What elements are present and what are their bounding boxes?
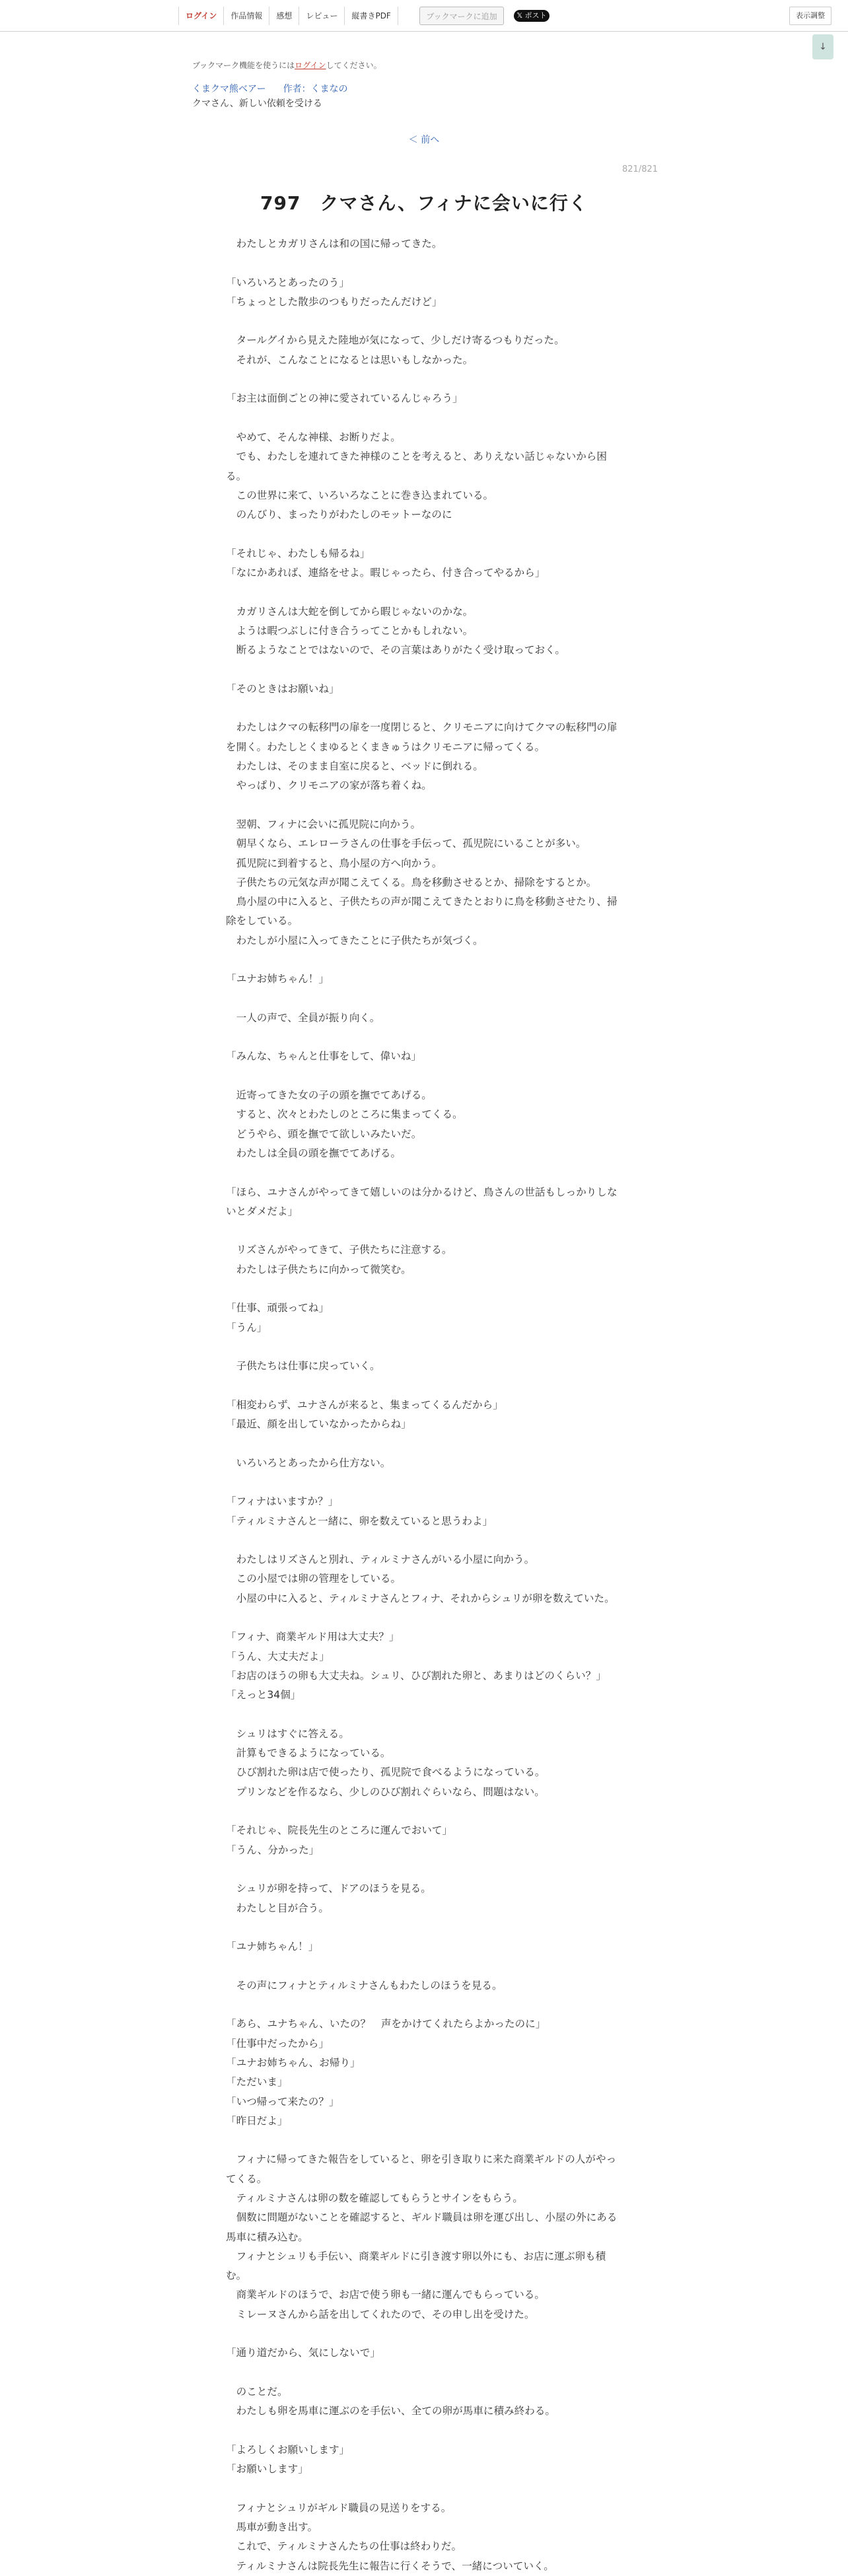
body-paragraph: わたしも卵を馬車に運ぶのを手伝い、全ての卵が馬車に積み終わる。	[226, 2405, 556, 2417]
body-paragraph: 「いろいろとあったのう」	[226, 276, 349, 289]
body-paragraph: わたしが小屋に入ってきたことに子供たちが気づく。	[226, 934, 483, 947]
body-paragraph	[226, 1995, 622, 2015]
vertical-pdf-link[interactable]: 縦書きPDF	[344, 7, 398, 25]
body-paragraph: 子供たちは仕事に戻っていく。	[226, 1360, 380, 1373]
body-paragraph	[226, 1860, 622, 1879]
body-paragraph	[226, 1028, 622, 1047]
body-paragraph	[226, 2479, 622, 2498]
body-paragraph: 「仕事中だったから」	[226, 2037, 329, 2050]
body-paragraph	[226, 2324, 622, 2343]
episode-title: 797 クマさん、フィナに会いに行く	[260, 192, 588, 214]
body-paragraph: 「なにかあれば、連絡をせよ。暇じゃったら、付き合ってやるから」	[226, 567, 546, 579]
body-paragraph	[226, 254, 622, 273]
header-nav	[178, 7, 398, 25]
body-paragraph: わたしは子供たちに向かって微笑む。	[226, 1263, 411, 1275]
body-paragraph: この世界に来て、いろいろなことに巻き込まれている。	[226, 489, 494, 501]
body-paragraph: 馬車が動き出す。	[226, 2521, 318, 2534]
body-paragraph	[226, 1434, 622, 1453]
body-paragraph: 「ただいま」	[226, 2076, 288, 2089]
body-paragraph: リズさんがやってきて、子供たちに注意する。	[226, 1244, 452, 1256]
body-paragraph: でも、わたしを連れてきた神様のことを考えると、ありえない話じゃないから困る。	[226, 450, 607, 482]
body-paragraph: すると、次々とわたしのところに集まってくる。	[226, 1108, 463, 1121]
body-paragraph: のんびり、まったりがわたしのモットーなのに	[226, 509, 452, 521]
body-paragraph: タールグイから見えた陸地が気になって、少しだけ寄るつもりだった。	[226, 334, 565, 347]
body-paragraph	[226, 312, 622, 331]
body-paragraph: 「それじゃ、わたしも帰るね」	[226, 547, 371, 559]
body-paragraph	[226, 796, 622, 815]
body-paragraph: 個数に問題がないことを確認すると、ギルド職員は卵を運び出し、小屋の外にある馬車に積み込む。	[226, 2211, 618, 2243]
body-paragraph: 朝早くなら、エレローラさんの仕事を手伝って、孤児院にいることが多い。	[226, 838, 586, 850]
body-paragraph	[226, 1802, 622, 1821]
body-paragraph	[226, 1705, 622, 1725]
body-paragraph: 一人の声で、全員が振り向く。	[226, 1011, 380, 1024]
bookmark-login-notice	[192, 59, 382, 71]
body-paragraph: 「お主は面倒ごとの神に愛されているんじゃろう」	[226, 392, 463, 405]
body-paragraph: 「相変わらず、ユナさんが来ると、集まってくるんだから」	[226, 1398, 503, 1411]
body-paragraph	[226, 1918, 622, 1937]
body-paragraph: 「うん」	[226, 1321, 267, 1334]
body-paragraph	[226, 1473, 622, 1492]
impressions-link[interactable]: 感想	[269, 7, 299, 25]
body-paragraph: ようは暇つぶしに付き合うってことかもしれない。	[226, 624, 474, 637]
body-paragraph: わたしとカガリさんは和の国に帰ってきた。	[226, 238, 442, 250]
body-paragraph: ティルミナさんは卵の数を確認してもらうとサインをもらう。	[226, 2192, 523, 2204]
body-paragraph: フィナに帰ってきた報告をしていると、卵を引き取りに来た商業ギルドの人がやってくる。	[226, 2153, 617, 2185]
previous-page-link[interactable]: ＜ 前へ	[408, 135, 440, 145]
display-settings-button[interactable]: 表示調整	[789, 7, 831, 25]
body-paragraph: 「通り道だから、気にしないで」	[226, 2347, 380, 2359]
body-paragraph: 子供たちの元気な声が聞こえてくる。鳥を移動させるとか、掃除をするとか。	[226, 876, 597, 888]
body-paragraph: 「それじゃ、院長先生のところに運んでおいて」	[226, 1824, 453, 1837]
body-paragraph: 断るようなことではないので、その言葉はありがたく受け取っておく。	[226, 644, 565, 657]
body-paragraph: 鳥小屋の中に入ると、子供たちの声が聞こえてきたとおりに鳥を移動させたり、掃除をしている。	[226, 896, 618, 927]
body-paragraph: わたしと目が合う。	[226, 1902, 329, 1914]
body-paragraph: わたしはクマの転移門の扉を一度閉じると、クリモニアに向けてクマの転移門の扉を開く。わたしとくまゆるとくまきゅうはクリモニアに帰ってくる。	[226, 721, 618, 753]
body-paragraph	[226, 1531, 622, 1550]
body-paragraph	[226, 1279, 622, 1299]
body-paragraph: 「あら、ユナちゃん、いたの？ 声をかけてくれたらよかったのに」	[226, 2018, 546, 2030]
body-paragraph: その声にフィナとティルミナさんもわたしのほうを見る。	[226, 1979, 503, 1991]
body-paragraph: どうやら、頭を撫でて欲しいみたいだ。	[226, 1127, 422, 1140]
notice-login-link[interactable]: ログイン	[295, 61, 326, 70]
body-paragraph: 孤児院に到着すると、鳥小屋の方へ向かう。	[226, 857, 442, 869]
chapter-title: クマさん、新しい依頼を受ける	[192, 98, 322, 109]
body-paragraph: 「フィナはいますか？」	[226, 1495, 339, 1508]
work-info-line	[192, 82, 348, 95]
body-paragraph: わたしは全員の頭を撫でてあげる。	[226, 1147, 402, 1159]
add-bookmark-button[interactable]: ブックマークに追加	[419, 7, 504, 25]
author-link[interactable]: くまなの	[310, 84, 348, 94]
body-paragraph: シュリはすぐに答える。	[226, 1727, 349, 1740]
body-paragraph: カガリさんは大蛇を倒してから暇じゃないのかな。	[226, 605, 474, 618]
body-paragraph: 「うん、分かった」	[226, 1843, 320, 1856]
body-paragraph: 「そのときはお願いね」	[226, 682, 339, 695]
body-paragraph	[226, 1377, 622, 1396]
body-paragraph: シュリが卵を持って、ドアのほうを見る。	[226, 1882, 431, 1895]
body-paragraph: フィナとシュリがギルド職員の見送りをする。	[226, 2501, 452, 2514]
body-paragraph	[226, 989, 622, 1009]
body-paragraph: 翌朝、フィナに会いに孤児院に向かう。	[226, 818, 421, 830]
body-paragraph: 「フィナ、商業ギルド用は大丈夫？」	[226, 1631, 400, 1643]
body-paragraph	[226, 661, 622, 680]
episode-body	[226, 234, 622, 2576]
body-paragraph	[226, 524, 622, 544]
arrow-down-icon: ↓	[819, 42, 827, 52]
body-paragraph: それが、こんなことになるとは思いもしなかった。	[226, 353, 474, 366]
body-paragraph: やめて、そんな神様、お断りだよ。	[226, 431, 401, 443]
body-paragraph: この小屋では卵の管理をしている。	[226, 1573, 402, 1585]
body-paragraph: 「お店のほうの卵も大丈夫ね。シュリ、ひび割れた卵と、あまりはどのくらい？」	[226, 1669, 606, 1682]
body-paragraph: 商業ギルドのほうで、お店で使う卵も一緒に運んでもらっている。	[226, 2289, 545, 2301]
body-paragraph	[226, 1163, 622, 1182]
body-paragraph: 「いつ帰って来たの？」	[226, 2095, 339, 2108]
body-paragraph	[226, 1221, 622, 1240]
body-paragraph	[226, 1338, 622, 1357]
body-paragraph: 「仕事、頑張ってね」	[226, 1302, 329, 1314]
notice-text-after: してください。	[326, 61, 382, 70]
body-paragraph: 「よろしくお願いします」	[226, 2443, 350, 2456]
body-paragraph	[226, 950, 622, 970]
body-paragraph	[226, 2363, 622, 2382]
body-paragraph: 「えっと34個」	[226, 1689, 301, 1701]
body-paragraph: 近寄ってきた女の子の頭を撫でてあげる。	[226, 1089, 432, 1102]
body-paragraph: 小屋の中に入ると、ティルミナさんとフィナ、それからシュリが卵を数えていた。	[226, 1592, 615, 1604]
body-paragraph: 計算もできるようになっている。	[226, 1747, 391, 1760]
body-paragraph: のことだ。	[226, 2385, 288, 2398]
body-paragraph	[226, 1956, 622, 1976]
body-paragraph: 「ほら、ユナさんがやってきて嬉しいのは分かるけど、鳥さんの世話もしっかりしないとダメだよ」	[226, 1186, 618, 1217]
body-paragraph: 「ユナお姉ちゃん、お帰り」	[226, 2056, 361, 2069]
body-paragraph: 「昨日だよ」	[226, 2114, 288, 2127]
author-label: 作者：	[283, 84, 311, 94]
login-link[interactable]: ログイン	[178, 7, 223, 25]
body-paragraph: いろいろとあったから仕方ない。	[226, 1456, 391, 1469]
body-paragraph: 「最近、顔を出していなかったからね」	[226, 1418, 411, 1431]
body-paragraph: これで、ティルミナさんたちの仕事は終わりだ。	[226, 2540, 462, 2553]
work-title-link[interactable]: くまクマ熊ベアー	[192, 84, 266, 94]
body-paragraph: プリンなどを作るなら、少しのひび割れぐらいなら、問題はない。	[226, 1785, 545, 1798]
body-paragraph: ミレーヌさんから話を出してくれたので、その申し出を受けた。	[226, 2308, 535, 2320]
body-paragraph: フィナとシュリも手伝い、商業ギルドに引き渡す卵以外にも、お店に運ぶ卵も積む。	[226, 2250, 606, 2282]
body-paragraph: ひび割れた卵は店で使ったり、孤児院で食べるようになっている。	[226, 1766, 546, 1779]
body-paragraph: 「ちょっとした散歩のつもりだったんだけど」	[226, 295, 442, 308]
body-paragraph: 「ティルミナさんと一緒に、卵を数えていると思うわよ」	[226, 1515, 493, 1527]
body-paragraph: わたしはリズさんと別れ、ティルミナさんがいる小屋に向かう。	[226, 1554, 535, 1566]
body-paragraph	[226, 370, 622, 389]
body-paragraph: わたしは、そのまま自室に戻ると、ベッドに倒れる。	[226, 760, 483, 773]
body-paragraph	[226, 699, 622, 718]
body-paragraph	[226, 2131, 622, 2150]
body-paragraph: 「お願いします」	[226, 2463, 308, 2476]
body-paragraph	[226, 2421, 622, 2441]
notice-text-before: ブックマーク機能を使うには	[192, 61, 295, 70]
work-info-link[interactable]: 作品情報	[223, 7, 269, 25]
body-paragraph: 「ユナお姉ちゃん！」	[226, 973, 329, 985]
x-share-button[interactable]: 𝕏 ポスト	[514, 10, 549, 22]
body-paragraph: 「うん、大丈夫だよ」	[226, 1650, 330, 1663]
body-paragraph: 「ユナ姉ちゃん！」	[226, 1941, 319, 1953]
body-paragraph: ティルミナさんは院長先生に報告に行くそうで、一緒についていく。	[226, 2559, 554, 2572]
body-paragraph	[226, 583, 622, 602]
scroll-down-button[interactable]	[812, 34, 833, 59]
body-paragraph: 「みんな、ちゃんと仕事をして、偉いね」	[226, 1050, 421, 1063]
body-paragraph: やっぱり、クリモニアの家が落ち着くね。	[226, 779, 432, 792]
body-paragraph	[226, 1608, 622, 1628]
body-paragraph	[226, 1067, 622, 1086]
review-link[interactable]: レビュー	[299, 7, 344, 25]
page-counter: 821/821	[622, 164, 658, 174]
top-navigation-bar	[0, 0, 848, 32]
body-paragraph	[226, 409, 622, 428]
